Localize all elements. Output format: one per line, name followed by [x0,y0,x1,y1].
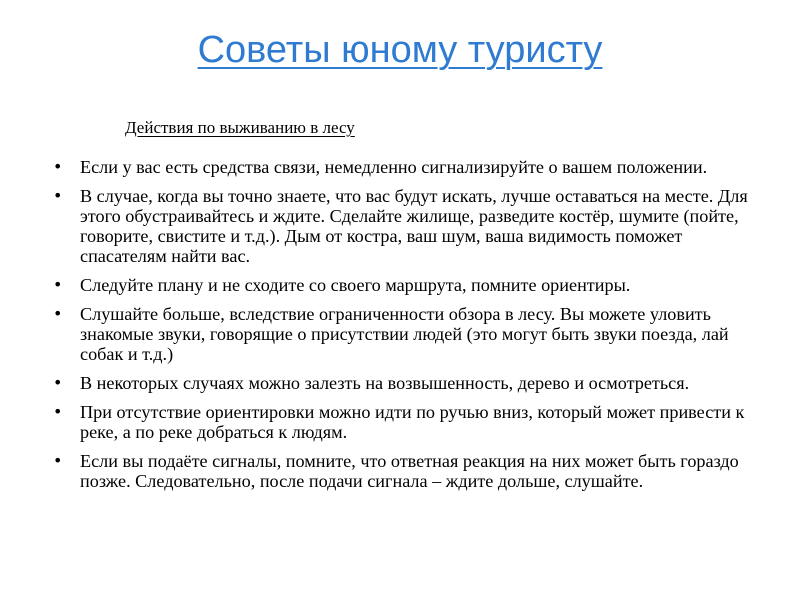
bullet-item [50,157,750,177]
bullet-icon: • [53,157,63,176]
bullet-icon: • [53,451,63,470]
bullet-icon: • [53,402,63,421]
bullet-list [50,157,750,500]
bullet-item [50,304,750,364]
bullet-item [50,402,750,442]
bullet-icon: • [53,186,63,205]
bullet-text: Слушайте больше, вследствие ограниченности обзора в лесу. Вы можете уловить знакомые звуки, говорящие о присутствии людей (это могут быть звуки поезда, лай собак и т.д.) [80,304,729,364]
slide-subtitle: Действия по выживанию в лесу [125,118,355,137]
bullet-text: В случае, когда вы точно знаете, что вас будут искать, лучше оставаться на месте. Для этого обустраивайтесь и ждите. Сделайте жилище, разведите костёр, шумите (пойте, говорите, свистите и т.д.). Дым от костра, ваш шум, ваша видимость поможет спасателям найти вас. [80,186,748,266]
bullet-text: Если вы подаёте сигналы, помните, что ответная реакция на них может быть гораздо позже. Следовательно, после подачи сигнала – ждите дольше, слушайте. [80,451,739,491]
bullet-icon: • [53,373,63,392]
bullet-text: Если у вас есть средства связи, немедленно сигнализируйте о вашем положении. [80,157,708,177]
bullet-text: При отсутствие ориентировки можно идти по ручью вниз, который может привести к реке, а по реке добраться к людям. [80,402,745,442]
slide-title: Советы юному туристу [197,29,603,71]
bullet-item [50,451,750,491]
bullet-item [50,275,750,295]
bullet-item [50,373,750,393]
bullet-text: В некоторых случаях можно залезть на возвышенность, дерево и осмотреться. [80,373,690,393]
bullet-text: Следуйте плану и не сходите со своего маршрута, помните ориентиры. [80,275,631,295]
bullet-icon: • [53,275,63,294]
bullet-icon: • [53,304,63,323]
bullet-item [50,186,750,266]
